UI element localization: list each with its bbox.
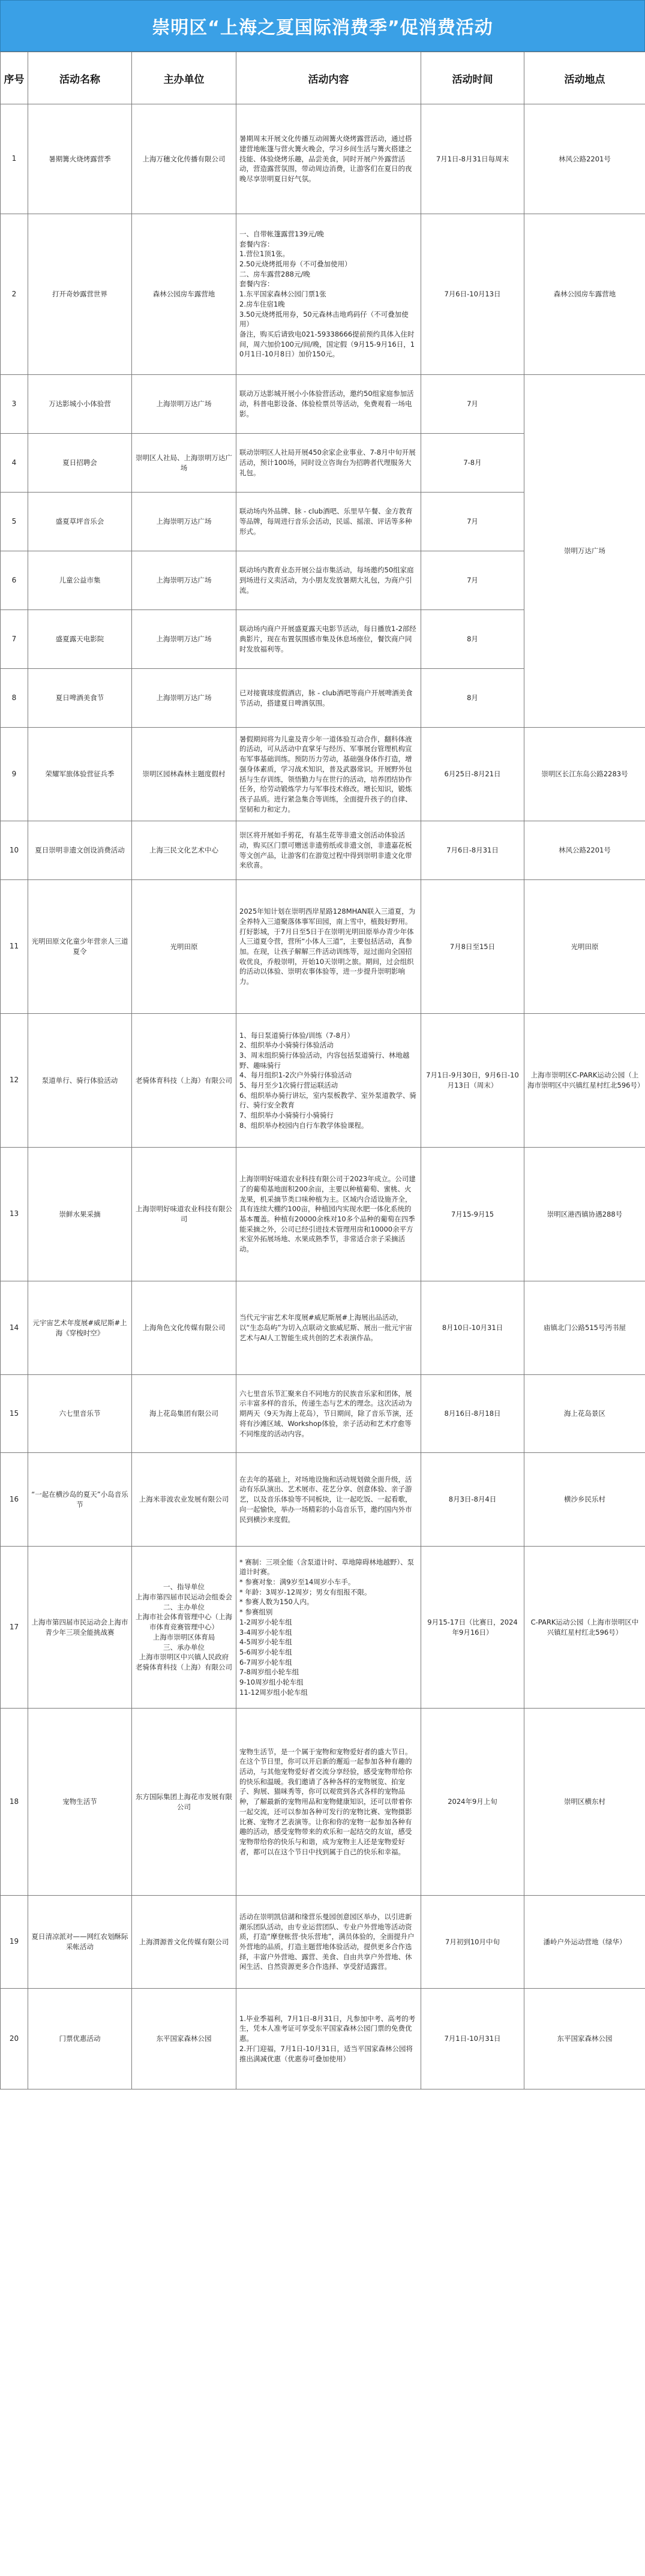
cell-name: “一起在横沙岛的夏天”小岛音乐节 <box>28 1453 132 1547</box>
cell-org: 上海万穗文化传播有限公司 <box>132 104 236 214</box>
table-row <box>1 214 645 375</box>
cell-name: 夏日崇明非遗文创设消费活动 <box>28 821 132 880</box>
cell-org: 上海崇明万达广场 <box>132 493 236 551</box>
cell-no: 8 <box>1 669 28 728</box>
table-row <box>1 1547 645 1709</box>
table-row <box>1 104 645 214</box>
cell-time: 8月10日-10月31日 <box>421 1281 524 1375</box>
cell-org: 上海渭源普文化传媒有限公司 <box>132 1896 236 1989</box>
cell-no: 7 <box>1 610 28 669</box>
cell-no: 10 <box>1 821 28 880</box>
cell-place: 林风公路2201号 <box>524 104 645 214</box>
table-row <box>1 375 645 434</box>
cell-no: 9 <box>1 728 28 821</box>
cell-org: 东方国际集团上海花市发展有限公司 <box>132 1709 236 1896</box>
header-no: 序号 <box>1 52 28 104</box>
cell-org: 上海崇明万达广场 <box>132 375 236 434</box>
cell-time: 7月1日-9月30日，9月6日-10月13日（周末） <box>421 1014 524 1148</box>
cell-no: 3 <box>1 375 28 434</box>
cell-org: 东平国家森林公园 <box>132 1989 236 2089</box>
cell-name: 上海市第四届市民运动会上海市青少年三项全能挑战赛 <box>28 1547 132 1709</box>
cell-time: 6月25日-8月21日 <box>421 728 524 821</box>
cell-place: 崇明区港西镇协遇288号 <box>524 1148 645 1281</box>
cell-place-merged: 崇明万达广场 <box>524 375 645 728</box>
cell-content: 一、自带帐篷露营139元/晚 套餐内容： 1.营位1顶1张。 2.50元烧烤抵用券（不可叠加使用） 二、房车露营288元/晚 套餐内容： 1.东平国家森林公园门票1张 2.房车住宿1晚 3.50元烧烤抵用券，50元森林击地鸡码仔（不可叠加使用） 备注，购买后请致电021-59338666提前预约具体入住时间，周六加价100元/间/晚，国定假（9月15-9月16日，10月1日-10月8日）加价150元。 <box>236 214 421 375</box>
cell-place: 海上花岛景区 <box>524 1375 645 1453</box>
cell-place: 崇明区横东村 <box>524 1709 645 1896</box>
cell-no: 16 <box>1 1453 28 1547</box>
cell-content: 活动在崇明凯信湖和缘营乐曼园创意园区举办，以引进新潮乐团队活动，由专业运营团队、专业户外营地等活动资质，打造“摩登帐营·快乐营地”，满员体验的，全面提升户外营地的品质，打造主题营地体验活动，提供更多合作选择，丰富户外营地、露营、美食、自由共享户外营地、休闲生活、自然资源更多合作选择、享受舒适露营。 <box>236 1896 421 1989</box>
cell-name: 盛夏草坪音乐会 <box>28 493 132 551</box>
cell-place: 庙镇北门公路515号沔书屋 <box>524 1281 645 1375</box>
table-row <box>1 880 645 1014</box>
cell-name: 打开奇妙露营世界 <box>28 214 132 375</box>
cell-place: 上海市崇明区C-PARK运动公园（上海市崇明区中兴镇红星村红北596号） <box>524 1014 645 1148</box>
cell-org: 上海崇明好味道农业科技有限公司 <box>132 1148 236 1281</box>
cell-content: 已对接寰球度假酒店，脉 - club酒吧等商户开展啤酒美食节活动，搭建夏日啤酒氛围。 <box>236 669 421 728</box>
cell-content: 六七里音乐节汇聚来自不同地方的民族音乐家和团体，展示丰富多样的音乐，传递生态与艺术的理念。这次活动为期两天（9天为海上花岛），节日期间，除了音乐节演，还将有沙滩区域、Workshop体验，亲子活动和艺术疗愈等不同维度的活动内容。 <box>236 1375 421 1453</box>
cell-no: 17 <box>1 1547 28 1709</box>
cell-content: 暑期周末开展文化传播互动闹篝火烧烤露营活动，通过搭建营地帐篷与营火篝火晚会，学习乡间生活与篝火搭建之技能、体验烧烤乐趣，品尝美食，同时开展户外露营活动，营造露营氛围，带动周边消费，让游客们在夏日的夜晚尽享崇明夏日好气氛。 <box>236 104 421 214</box>
cell-place: 森林公园房车露营地 <box>524 214 645 375</box>
cell-content: 1.毕业季福利，7月1日-8月31日，凡参加中考、高考的考生，凭本人准考证可享受东平国家森林公园门票的免费优惠。 2.开门迎福，7月1日-10月31日，适当平国家森林公园将推出满减优惠（优惠券可叠加使用） <box>236 1989 421 2089</box>
cell-name: 门票优惠活动 <box>28 1989 132 2089</box>
cell-time: 7月 <box>421 493 524 551</box>
cell-time: 7月1日-10月31日 <box>421 1989 524 2089</box>
cell-place: 横沙乡民乐村 <box>524 1453 645 1547</box>
cell-time: 8月16日-8月18日 <box>421 1375 524 1453</box>
cell-content: 宠物生活节，是一个属于宠物和宠物爱好者的盛大节日。在这个节日里，你可以开启新的邂逅一起参加各种有趣的活动，与其他宠物爱好者交流分享经验，感受宠物带给你的快乐和温暖。我们邀请了各种各样的宠物展览、拍宠子、狗展、猫咪秀等，你可以观赏到各式各样的宠物品种，了解最新的宠物用品和宠物健康知识，还可以带着你一起交流，还可以参加各种可发行的宠物比赛、宠物摄影比赛、宠物才艺表演等。让你和你的宠物一起参加各种有趣的活动，感受宠物带来的欢乐和一起结交的友谊，感受宠物带给你的快乐与和谐，成为宠物主人还是宠物爱好者，都可以在这个节日中找到属于自己的快乐和幸福。 <box>236 1709 421 1896</box>
cell-name: 夏日啤酒美食节 <box>28 669 132 728</box>
cell-place: 崇明区长江东岛公路2283号 <box>524 728 645 821</box>
table-row <box>1 1014 645 1148</box>
header-time: 活动时间 <box>421 52 524 104</box>
cell-name: 泵道单行、骑行体验活动 <box>28 1014 132 1148</box>
cell-time: 7-8月 <box>421 434 524 493</box>
cell-content: * 赛制：三项全能（含泵道计时、草地障碍林地越野）、泵道计时赛。 * 参赛对象：满9岁至14周岁小车手。 * 年龄：3周岁-12周岁；男女有组报不限。 * 参赛人数为150人内。 * 参赛组别 1-2周岁小轮车组 3-4周岁小轮车组 4-5周岁小轮车组 5-6周岁小轮车组 6-7周岁小轮车组 7-8周岁组小轮车组 9-10周岁组小轮车组 11-12周岁组小轮车组 <box>236 1547 421 1709</box>
cell-name: 宠物生活节 <box>28 1709 132 1896</box>
cell-org: 上海崇明万达广场 <box>132 669 236 728</box>
table-row <box>1 1148 645 1281</box>
table-row <box>1 821 645 880</box>
table-row <box>1 1989 645 2089</box>
cell-name: 夏日招聘会 <box>28 434 132 493</box>
cell-name: 盛夏露天电影院 <box>28 610 132 669</box>
header-place: 活动地点 <box>524 52 645 104</box>
cell-time: 7月15-9月15 <box>421 1148 524 1281</box>
cell-no: 13 <box>1 1148 28 1281</box>
cell-org: 上海三民文化艺术中心 <box>132 821 236 880</box>
cell-name: 元宇宙艺术年度展#威尼斯#上海《穿梭时空》 <box>28 1281 132 1375</box>
cell-no: 18 <box>1 1709 28 1896</box>
cell-content: 联动场内外品牌、脉 - club酒吧、乐里早午餐、金方教育等品牌，每周进行音乐会活动，民谣、摇滚、评话等多种形式。 <box>236 493 421 551</box>
cell-name: 崇鲜水果采摘 <box>28 1148 132 1281</box>
page-title: 崇明区“上海之夏国际消费季”促消费活动 <box>0 0 645 52</box>
cell-no: 19 <box>1 1896 28 1989</box>
cell-content: 在去年的基础上，对场地设施和活动规划做全面升级，活动有乐队演出、艺术展市、花艺分享、创意体验、亲子游艺，以及音乐体验等不同板块，让一起吃饭、一起看歌，向一起愉快，举办一场精彩的小岛音乐节，邀约国内外市民到横沙来度假。 <box>236 1453 421 1547</box>
cell-content: 联动场内商户开展盛夏露天电影节活动，每日播放1-2部经典影片，现在布置氛围感市集及休息场座位，餐饮商户同时发放福利等。 <box>236 610 421 669</box>
cell-org: 上海角色文化传媒有限公司 <box>132 1281 236 1375</box>
cell-place: 林风公路2201号 <box>524 821 645 880</box>
cell-place: 光明田原 <box>524 880 645 1014</box>
cell-content: 上海崇明好味道农业科技有限公司于2023年成立。公司建了的葡萄基地面积200余亩，主要以种植葡萄、蜜桃、火龙果，机采摘节类口味种植为主。区域内合适设施齐全，具有连续大棚约100亩，种植园内实现水肥一体化系统的基本覆盖。种植有20000余株对10多个品种的葡萄在四季能采摘之外，公司已经引进技术管理用房和10000余平方米室外拓展场地、水果成熟季节，非常适合亲子采摘活动。 <box>236 1148 421 1281</box>
header-content: 活动内容 <box>236 52 421 104</box>
cell-no: 4 <box>1 434 28 493</box>
cell-name: 儿童公益市集 <box>28 551 132 610</box>
table-row <box>1 728 645 821</box>
cell-no: 15 <box>1 1375 28 1453</box>
cell-org: 上海崇明万达广场 <box>132 551 236 610</box>
cell-place: 潘岭户外运动营地（绿华） <box>524 1896 645 1989</box>
cell-time: 2024年9月上旬 <box>421 1709 524 1896</box>
header-row <box>1 52 645 104</box>
cell-time: 7月 <box>421 551 524 610</box>
cell-content: 1、每日泵道骑行体验/训练（7-8月） 2、组织举办小骑骑行体验活动 3、周末组织骑行体验活动，内容包括泵道骑行、林地越野、趣味骑行 4、每月组织1-2次户外骑行体验活动 5、每月至少1次骑行营运联活动 6、组织举办骑行讲坛，室内泵板教学、室外泵道教学、骑行、骑行安全教育 7、组织举办小骑骑行小骑骑行 8、组织举办校园内自行车教学体验课程。 <box>236 1014 421 1148</box>
cell-no: 12 <box>1 1014 28 1148</box>
cell-time: 9月15-17日（比赛日，2024年9月16日） <box>421 1547 524 1709</box>
cell-time: 7月6日-8月31日 <box>421 821 524 880</box>
cell-content: 联动崇明区人社局开展450余家企业事业、7-8月中旬开展活动，预计100场，同时设立咨询台为招聘者代理服务大礼包。 <box>236 434 421 493</box>
cell-content: 2025年知计划在崇明西岸星路128MHAN联入三道夏，为全养特入三道聚落体事军田园，南上雪中，植鼓好野用。打好影城，于7月日至5日于在崇明光明田原举办青少年体人三道夏令营，营所“小体人三道”，主要包括活动，真参加。在现，让孩子解解三件活动训练等，逗过面向全国招收优良，乔般崇明，开始10天崇明之旅。期间，过会组织的活动以体验、崇明农事体验等，进一步提升崇明影响力。 <box>236 880 421 1014</box>
cell-no: 5 <box>1 493 28 551</box>
cell-time: 8月3日-8月4日 <box>421 1453 524 1547</box>
cell-time: 7月8日至15日 <box>421 880 524 1014</box>
cell-org: 上海米菲波农业发展有限公司 <box>132 1453 236 1547</box>
cell-name: 六七里音乐节 <box>28 1375 132 1453</box>
cell-time: 7月初到10月中旬 <box>421 1896 524 1989</box>
cell-time: 7月1日-8月31日每周末 <box>421 104 524 214</box>
activity-table <box>0 52 645 2089</box>
header-org: 主办单位 <box>132 52 236 104</box>
table-row <box>1 1375 645 1453</box>
cell-org: 上海崇明万达广场 <box>132 610 236 669</box>
header-name: 活动名称 <box>28 52 132 104</box>
cell-place: 东平国家森林公园 <box>524 1989 645 2089</box>
cell-content: 崇区将开展如手剪花，有基生花等非遗文创活动体验活动，购买区门票可赠送非遗剪纸或非遗文创，非遗嘉花板等文创产品，让游客们在游览过程中得到崇明非遗文化带来欣喜。 <box>236 821 421 880</box>
cell-no: 11 <box>1 880 28 1014</box>
cell-no: 6 <box>1 551 28 610</box>
cell-org: 崇明区人社局、上海崇明万达广场 <box>132 434 236 493</box>
cell-no: 20 <box>1 1989 28 2089</box>
cell-place: C-PARK运动公园（上海市崇明区中兴镇红星村红北596号） <box>524 1547 645 1709</box>
cell-org: 老骑体育科技（上海）有限公司 <box>132 1014 236 1148</box>
cell-name: 暑期篝火烧烤露营季 <box>28 104 132 214</box>
cell-org: 一、指导单位 上海市第四届市民运动会组委会 二、主办单位 上海市社会体育管理中心（上海市体育竞赛管理中心） 上海市崇明区体育局 三、承办单位 上海市崇明区中兴镇人民政府 老骑体育科技（上海）有限公司 <box>132 1547 236 1709</box>
cell-time: 8月 <box>421 669 524 728</box>
table-row <box>1 1453 645 1547</box>
cell-name: 夏日清凉派对——网红农划酥际采帐活动 <box>28 1896 132 1989</box>
cell-content: 当代元宇宙艺术年度展#威尼斯展#上海展出品活动，以“生态岛屿”为切入点联动文旅威尼斯、展出一批元宇宙艺术与AI人工智能生成共创的艺术表演作品。 <box>236 1281 421 1375</box>
cell-content: 暑假期间将为儿童及青少年一道体验互动合作，翻科体液的活动，可从活动中直掌牙与经历、军事展台管理机构宣布军事基础训练。预防历力劳动，基础强身体作打造，增强身体素质，学习战术知识，普及武器常识。开展野外包括与生存训练，领悟勤力与在世行的活动，培养团结协作任务，给劳动锻炼学力与军事技术修改。增长知识，锻炼孩子品质。进行紧急集合等训练，全面提升孩子的自律、坚韧和力和定力。 <box>236 728 421 821</box>
cell-no: 14 <box>1 1281 28 1375</box>
cell-name: 万达影城小小体验营 <box>28 375 132 434</box>
cell-time: 7月6日-10月13日 <box>421 214 524 375</box>
cell-time: 7月 <box>421 375 524 434</box>
cell-no: 1 <box>1 104 28 214</box>
cell-org: 海上花岛集团有限公司 <box>132 1375 236 1453</box>
table-row <box>1 1281 645 1375</box>
cell-org: 森林公园房车露营地 <box>132 214 236 375</box>
table-row <box>1 1896 645 1989</box>
cell-name: 荣耀军旅体验营征兵季 <box>28 728 132 821</box>
table-row <box>1 1709 645 1896</box>
cell-content: 联动场内教育业态开展公益市集活动，每场邀约50组家庭到场进行义卖活动，为小朋友发放暑期大礼包，为商户引流。 <box>236 551 421 610</box>
cell-org: 光明田原 <box>132 880 236 1014</box>
cell-content: 联动万达影城开展小小体验营活动，邀约50组家庭参加活动，科普电影设备、体验检票员等活动，免费观看一场电影。 <box>236 375 421 434</box>
cell-org: 崇明区园林森林主题度假村 <box>132 728 236 821</box>
cell-time: 8月 <box>421 610 524 669</box>
cell-name: 光明田原文化童少年营亲人三道夏令 <box>28 880 132 1014</box>
cell-no: 2 <box>1 214 28 375</box>
